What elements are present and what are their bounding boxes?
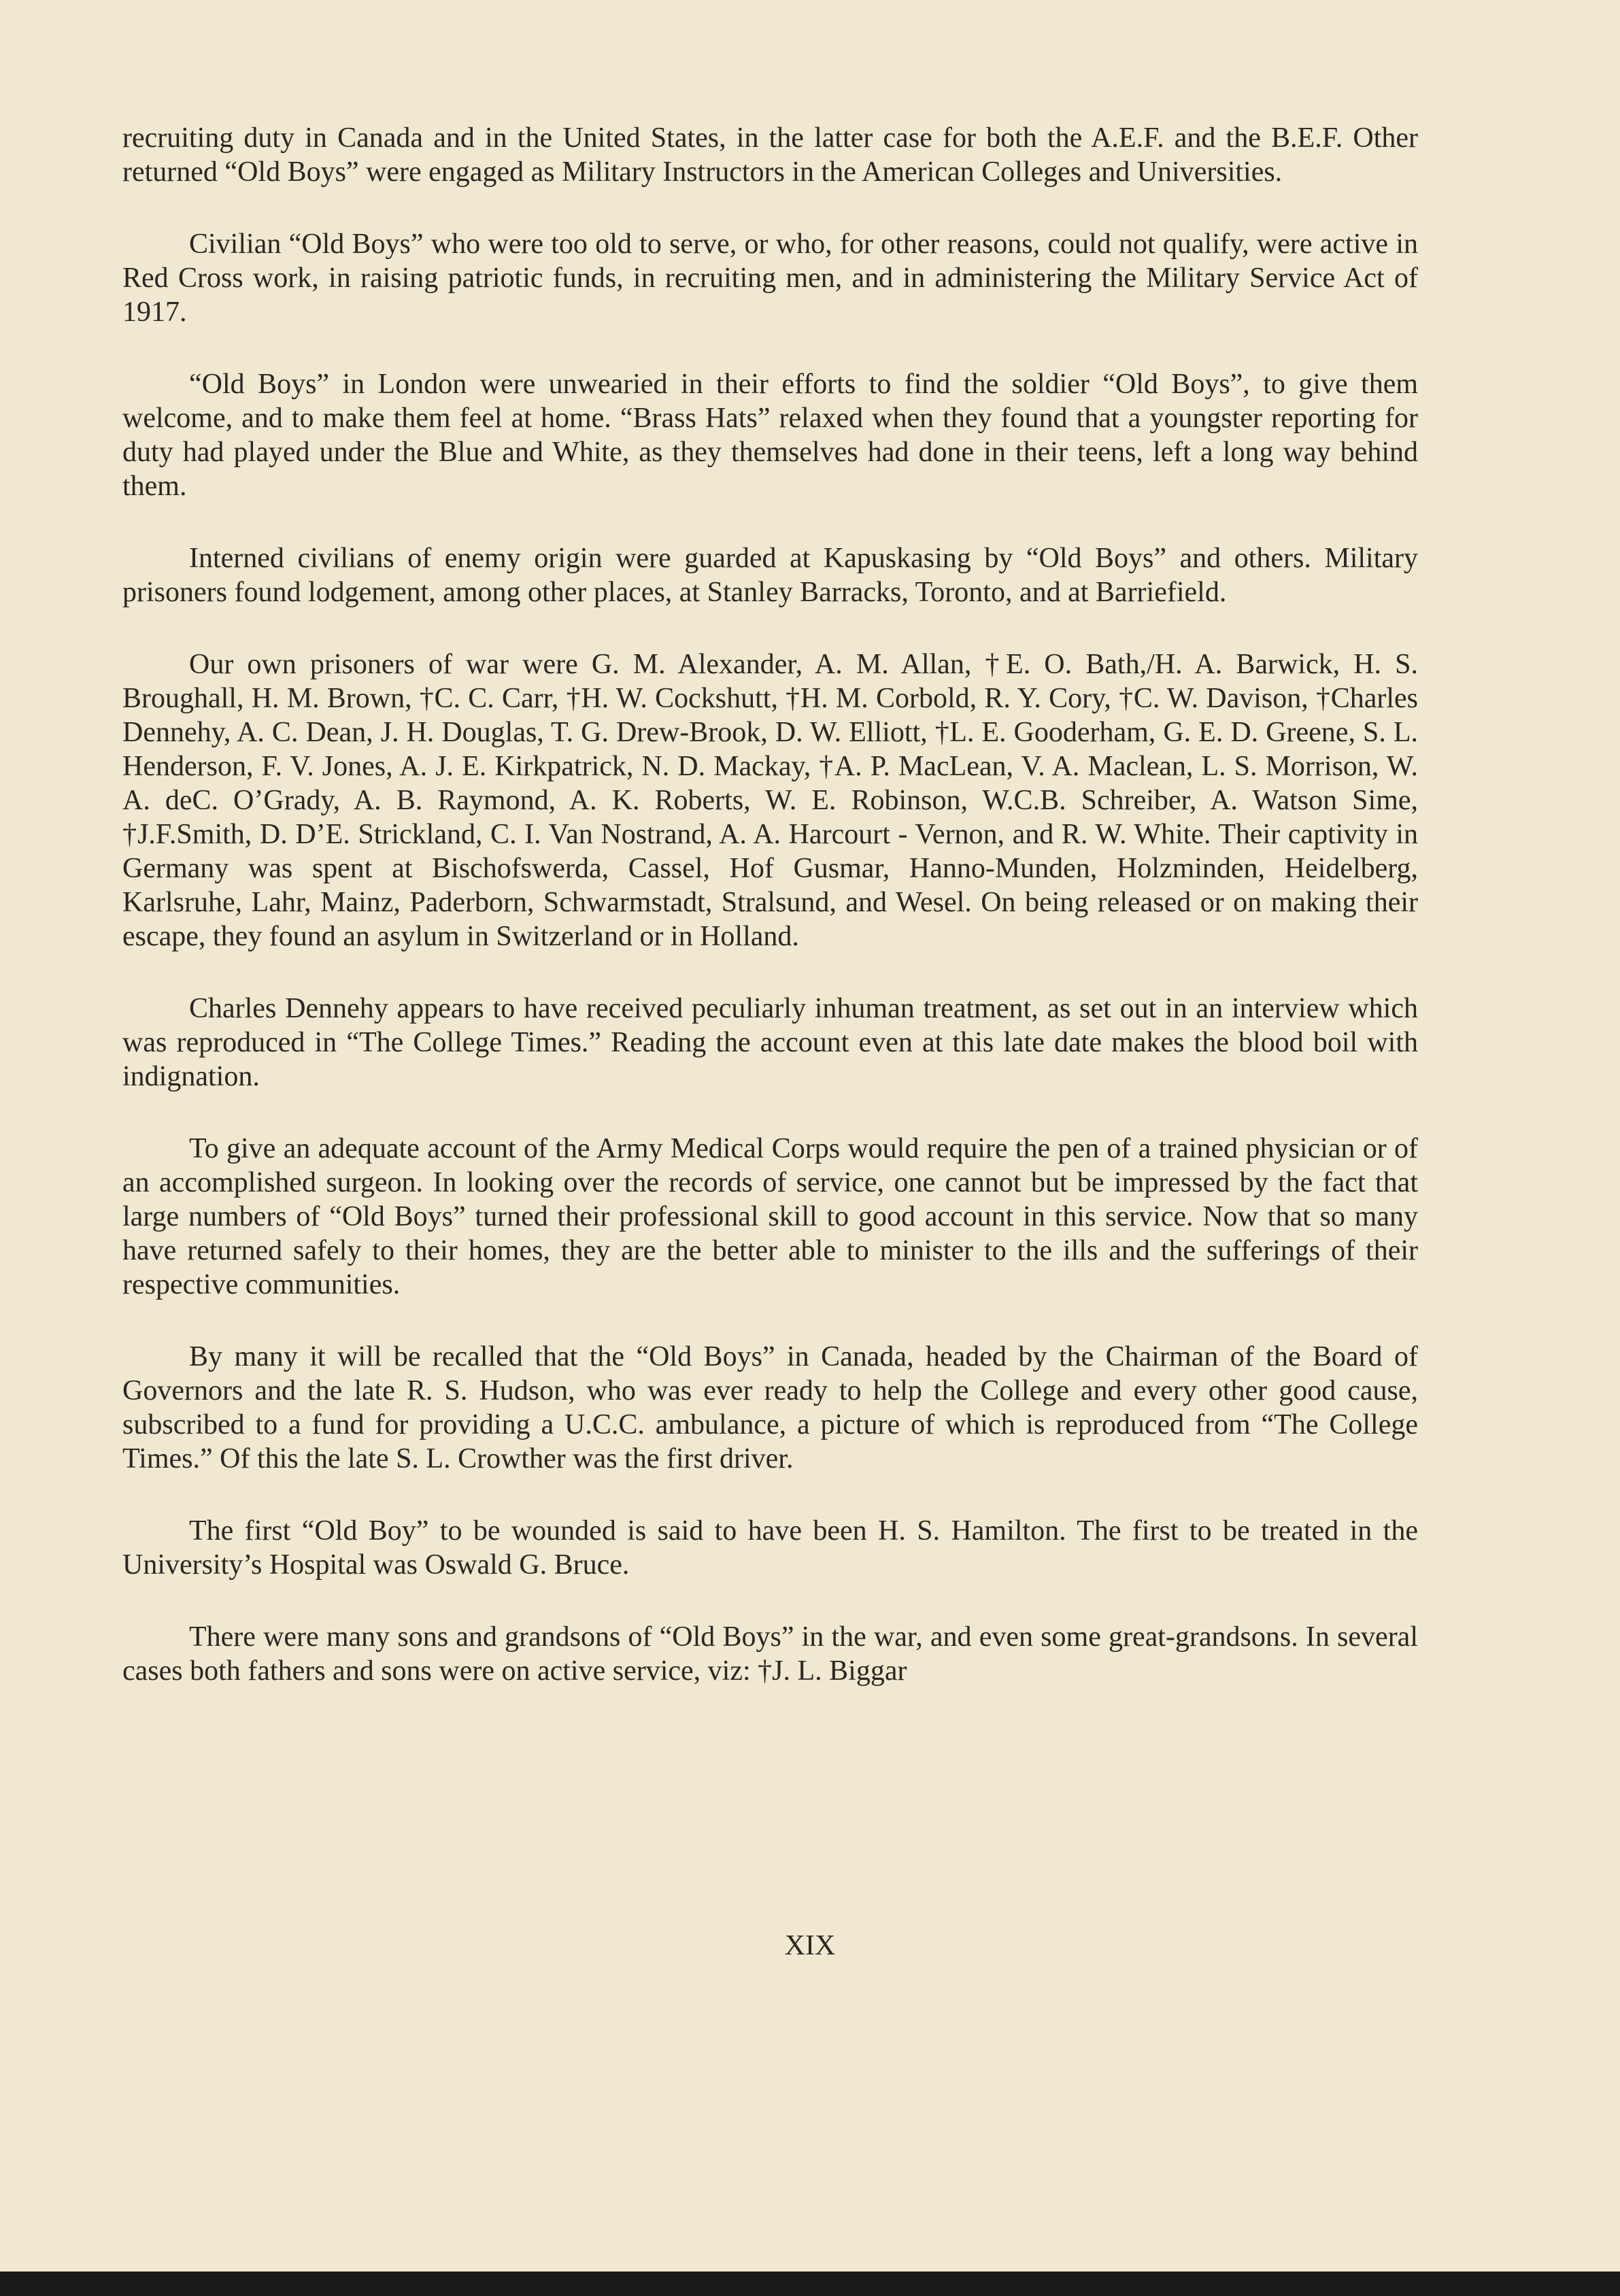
paragraph-1: recruiting duty in Canada and in the United States, in the latter case for both the A.E.F. and the B.E.F. Other returned “Old Boys” were engaged as Military Instructors in the American Colleges and Universities. xyxy=(122,122,1418,188)
page-number: XIX xyxy=(784,1930,836,1961)
body-text xyxy=(122,121,1418,1726)
paragraph-10: There were many sons and grandsons of “Old Boys” in the war, and even some great-grandsons. In several cases both fathers and sons were on active service, viz: †J. L. Biggar xyxy=(122,1621,1418,1687)
paragraph-7: To give an adequate account of the Army Medical Corps would require the pen of a trained physician or of an accomplished surgeon. In looking over the records of service, one cannot but be impressed by the fact that large numbers of “Old Boys” turned their professional skill to good account in this service. Now that so many have returned safely to their homes, they are the better able to minister to the ills and the sufferings of their respective communities. xyxy=(122,1133,1418,1300)
paragraph-5: Our own prisoners of war were G. M. Alexander, A. M. Allan, †E. O. Bath,/H. A. Barwick, H. S. Broughall, H. M. Brown, †C. C. Carr, †H. W. Cockshutt, †H. M. Corbold, R. Y. Cory, †C. W. Davison, †Charles Dennehy, A. C. Dean, J. H. Douglas, T. G. Drew-Brook, D. W. Elliott, †L. E. Gooderham, G. E. D. Greene, S. L. Henderson, F. V. Jones, A. J. E. Kirkpatrick, N. D. Mackay, †A. P. MacLean, V. A. Maclean, L. S. Morrison, W. A. deC. O’Grady, A. B. Raymond, A. K. Roberts, W. E. Robinson, W.C.B. Schreiber, A. Watson Sime, †J.F.Smith, D. D’E. Strickland, C. I. Van Nostrand, A. A. Harcourt - Vernon, and R. W. White. Their captivity in Germany was spent at Bischofswerda, Cassel, Hof Gusmar, Hanno-Munden, Holzminden, Heidelberg, Karlsruhe, Lahr, Mainz, Paderborn, Schwarmstadt, Stralsund, and Wesel. On being released or on making their escape, they found an asylum in Switzerland or in Holland. xyxy=(122,649,1418,952)
paragraph-4: Interned civilians of enemy origin were guarded at Kapuskasing by “Old Boys” and others. Military prisoners found lodgement, among other places, at Stanley Barracks, Toronto, and at Barriefield. xyxy=(122,543,1418,608)
scan-edge-shadow xyxy=(0,2272,1620,2296)
paragraph-9: The first “Old Boy” to be wounded is said to have been H. S. Hamilton. The first to be treated in the University’s Hospital was Oswald G. Bruce. xyxy=(122,1515,1418,1581)
paragraph-3: “Old Boys” in London were unwearied in their efforts to find the soldier “Old Boys”, to give them welcome, and to make them feel at home. “Brass Hats” relaxed when they found that a youngster reporting for duty had played under the Blue and White, as they themselves had done in their teens, left a long way behind them. xyxy=(122,369,1418,502)
paragraph-2: Civilian “Old Boys” who were too old to serve, or who, for other reasons, could not qualify, were active in Red Cross work, in raising patriotic funds, in recruiting men, and in administering the Military Service Act of 1917. xyxy=(122,229,1418,328)
paragraph-8: By many it will be recalled that the “Old Boys” in Canada, headed by the Chairman of the Board of Governors and the late R. S. Hudson, who was ever ready to help the College and every other good cause, subscribed to a fund for providing a U.C.C. ambulance, a picture of which is reproduced from “The College Times.” Of this the late S. L. Crowther was the first driver. xyxy=(122,1341,1418,1474)
paragraph-6: Charles Dennehy appears to have received peculiarly inhuman treatment, as set out in an interview which was reproduced in “The College Times.” Reading the account even at this late date makes the blood boil with indignation. xyxy=(122,993,1418,1092)
